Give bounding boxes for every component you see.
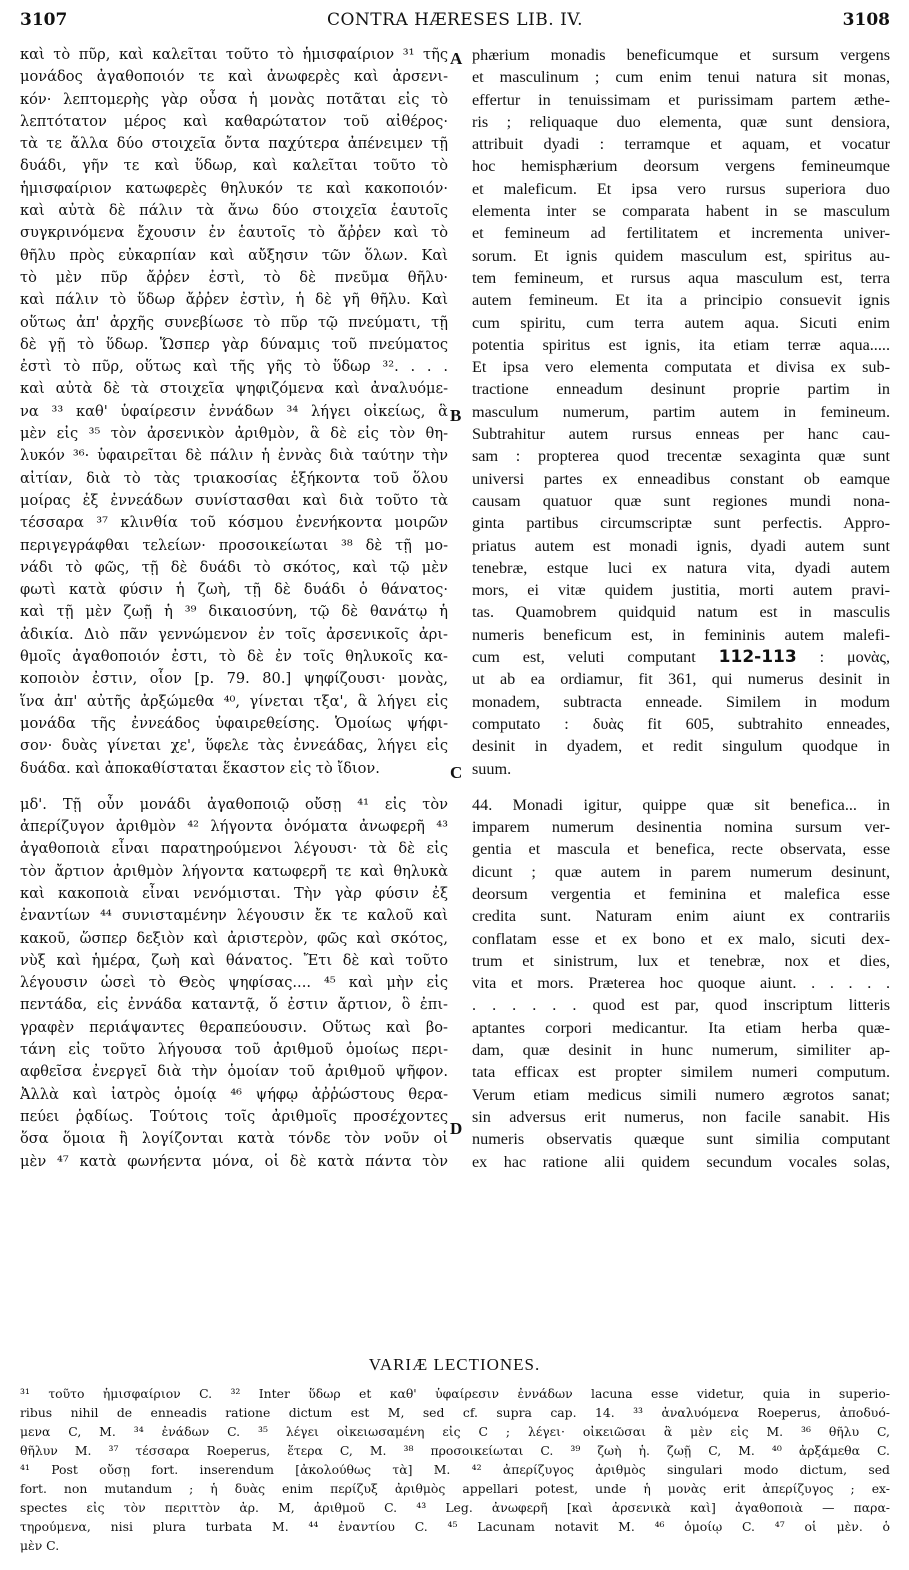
greek-text-line: περιγεγράφθαι τελείων· προσοικείωται ³⁸ δὲ τῇ μο- (20, 536, 448, 554)
greek-text-line: ὅσα ὅμοια ἢ λογίζονται κατὰ τόνδε τὸν νοῦν οἱ (20, 1130, 448, 1148)
greek-text-line: ἀδικία. Διὸ πᾶν γεννώμενον ἐν τοῖς ἀρσενικοῖς ἀρι- (20, 625, 448, 643)
greek-text-line: τὸν ἄρτιον ἀριθμὸν λήγοντα κατωφερῆ τε καὶ θηλυκὰ (20, 862, 448, 880)
variant-note-line: τηρούμενα, nisi plura turbata M. ⁴⁴ ἐναντίου C. ⁴⁵ Lacunam notavit M. ⁴⁶ ὁμοίῳ C. ⁴⁷ οἱ μὲν. ὁ (20, 1519, 890, 1534)
latin-text-line: vita et mors. Præterea hoc quoque aiunt. . . . . . (472, 974, 890, 993)
latin-text-line: dicunt ; quæ autem in parem numerum desinunt, (472, 862, 890, 881)
greek-column (20, 44, 448, 1173)
greek-text-line: αφθεῖσα ἐνεργεῖ διὰ τὴν ὁμοίαν τοῦ ἀριθμοῦ ψῆφον. (20, 1063, 448, 1081)
greek-text-line: να ³³ καθ' ὑφαίρεσιν ἐννάδων ³⁴ λήγει οἰκείως, ἃ (20, 402, 448, 420)
latin-text-line: aptantes corpori medicantur. Ita etiam herba quæ- (472, 1018, 890, 1037)
latin-text-line: universi partes ex enneadibus constant ob eamque (472, 469, 890, 488)
latin-text-line: attribuit dyadi : terramque et aquam, et vocatur (472, 135, 890, 154)
greek-text-line: νάδι τὸ φῶς, τῇ δὲ δυάδι τὸ σκότος, καὶ τῷ μὲν (20, 558, 448, 576)
greek-text-line: οὕτως ἀπ' ἀρχῆς συνεβίωσε τὸ πῦρ τῷ πνεύματι, τῇ (20, 313, 448, 331)
latin-text-line: suum. (472, 759, 512, 778)
latin-text-line: causam quatuor quæ sunt regiones mundi nona- (472, 491, 890, 510)
greek-text-line: καὶ αὐτὰ δὲ τὰ στοιχεῖα ψηφιζόμενα καὶ ἀναλυόμε- (20, 380, 448, 398)
latin-text-line: Verum etiam medicus simili numero ægrotos sanat; (472, 1085, 890, 1104)
latin-text-line: phærium monadis beneficumque et sursum vergens (472, 46, 890, 64)
greek-text-line: μοίρας ἐξ ἐννεάδων συνίστασθαι καὶ διὰ τοῦτο τὰ (20, 491, 448, 509)
greek-text-line: μὲν εἰς ³⁵ τὸν ἀρσενικὸν ἀριθμὸν, ἃ δὲ εἰς τὸν θη- (20, 425, 448, 443)
latin-text-line: mors, ei vitæ quidem justitia, morti autem pravi- (472, 581, 890, 600)
latin-text-line: potentia spiritus est ignis, ita etiam terræ aqua..... (472, 335, 890, 354)
latin-text-line: sin adversus erit numerus, non facile sanabit. His (472, 1107, 890, 1126)
running-header (20, 10, 890, 36)
latin-text-line: gentia et mascula et benefica, recte observata, esse (472, 840, 890, 859)
latin-text-line: Et ipsa vero elementa computata et divisa ex sub- (472, 358, 890, 377)
latin-text-line: conflatam esse et ex bono et ex malo, sicuti dex- (472, 929, 890, 948)
greek-text-line: τὸ μὲν πῦρ ἄῤῥεν ἐστὶ, τὸ δὲ πνεῦμα θῆλυ· (20, 268, 448, 286)
latin-text-line: tenebræ, estque luci ex natura vita, dyadi autem (472, 558, 890, 577)
greek-text-line: ἐστὶ τὸ πῦρ, οὕτως καὶ τῆς γῆς τὸ ὕδωρ ³². . . . (20, 358, 448, 376)
page-number-right: 3108 (842, 10, 890, 30)
greek-text-line: ἀπερίζυγον ἀριθμὸν ⁴² λήγοντα ὀνόματα ἀνωφερῆ ⁴³ (20, 818, 448, 836)
greek-text-line: φωτὶ κατὰ φύσιν ἡ ζωὴ, τῇ δὲ δυάδι ὁ θάνατος· (20, 581, 448, 599)
latin-text-line: 44. Monadi igitur, quippe quæ sit benefica... in (472, 795, 890, 814)
latin-text-line: tractione enneadum desinunt proprie partim in (472, 380, 890, 399)
variae-lectiones-title: VARIÆ LECTIONES. (368, 1355, 541, 1374)
latin-text-line: elementa inter se comparata habent in se masculum (472, 202, 890, 221)
latin-text-line: desinit in dyadem, et redit singulum quodque in (472, 737, 890, 756)
latin-text-line: trum et sinistrum, lux et tenebræ, nox et dies, (472, 951, 890, 970)
greek-text-line: πεύει ῥᾳδίως. Τούτοις τοῖς ἀριθμοῖς προσέχοντες (20, 1107, 448, 1125)
latin-text-line: ex hac ratione alii quidem secundum vocales solas, (472, 1152, 890, 1171)
greek-text-line: θμοῖς ἀγαθοποιόν ἐστι, τὸ δὲ ἐν τοῖς θηλυκοῖς κα- (20, 648, 448, 666)
latin-text-segment: cum est, veluti computant (472, 648, 696, 667)
greek-text-line: νὺξ καὶ ἡμέρα, ζωὴ καὶ θάνατος. Ἔτι δὲ καὶ τοῦτο (20, 951, 448, 969)
latin-text-line: . . . . . . quod est par, quod inscriptum litteris (472, 996, 890, 1015)
latin-text-line: hoc hemisphærium deorsum vergens femineumque (472, 157, 890, 176)
greek-text-line: δυάδι, γῆν τε καὶ ὕδωρ, καὶ καλεῖται τοῦτο τὸ (20, 157, 448, 175)
greek-text-line: λυκόν ³⁶· ὑφαιρεῖται δὲ πάλιν ἡ ἐννὰς διὰ ταύτην τὴν (20, 447, 448, 465)
greek-text-line: καὶ πάλιν τὸ ὕδωρ ἄῤῥεν ἐστὶν, ἡ δὲ γῆ θῆλυ. Καὶ (20, 291, 448, 309)
latin-text-line (472, 646, 890, 668)
variant-note-line: θῆλυν M. ³⁷ τέσσαρα Roeperus, ἕτερα C, M. ³⁸ προσοικείωται C. ³⁹ ζωὴ ἡ. ζωῇ C, M. ⁴⁰ ἀρξάμεθα C. (20, 1443, 890, 1458)
greek-text-line: μονάδα τῆς ἐννεάδος ὑφαιρεθείσης. Ὁμοίως ψήφι- (20, 714, 448, 732)
variant-note-line: ribus nihil de enneadis ratione dictum est M, sed cf. supra cap. 14. ³³ ἀναλυόμενα Roeperus, ἀποδυό- (20, 1405, 890, 1420)
variant-note-line: spectes εἰς τὸν περιττὸν ἀρ. M, ἀριθμοῦ C. ⁴³ Leg. ἀνωφερῆ [καὶ ἀρσενικὰ καὶ] ἀγαθοποιὰ — παρα- (20, 1500, 890, 1515)
running-title: CONTRA HÆRESES LIB. IV. (326, 10, 584, 30)
margin-letter-c: C (450, 763, 463, 782)
latin-text-line: monadem, subtracta enneade. Similem in modum (472, 692, 890, 711)
greek-text-line: μὲν ⁴⁷ κατὰ φωνήεντα μόνα, οἱ δὲ κατὰ πάντα τὸν (20, 1152, 448, 1170)
latin-text-line: masculum numerum, partim autem in femineum. (472, 402, 890, 421)
page-number-left: 3107 (20, 10, 68, 30)
latin-text-line: tas. Quamobrem quidquid natum est in masculis (472, 603, 890, 622)
paragraph-gap (20, 780, 448, 794)
greek-text-line: Ἀλλὰ καὶ ἰατρὸς ὁμοίᾳ ⁴⁶ ψήφῳ ἀῤῥώστους θερα- (20, 1085, 448, 1103)
greek-text-line: τέσσαρα ³⁷ κλινθία τοῦ κόσμου ἐνενήκοντα μοιρῶν (20, 514, 448, 532)
greek-text-line: κοποιὸν ἐστιν, οἷον [p. 79. 80.] ψηφίζουσι· μονὰς, (20, 670, 448, 688)
greek-text-line: κόν· λεπτομερὴς γὰρ οὖσα ἡ μονὰς ποτᾶται εἰς τὸ (20, 90, 448, 108)
greek-text-line: συγκρινόμενα ἔχουσιν ἐν ἑαυτοῖς τὸ ἄῤῥεν καὶ τὸ (20, 224, 448, 242)
latin-text-line: credita sunt. Naturam enim aiunt ex contrariis (472, 907, 890, 926)
greek-text-line: ἵνα ἀπ' αὐτῆς ἀρξώμεθα ⁴⁰, γίνεται τξα', ἃ λήγει εἰς (20, 692, 448, 710)
greek-text-line: ἡμισφαίριον κατωφερὲς θηλυκόν τε καὶ κακοποιόν· (20, 179, 448, 197)
greek-text-line: καὶ αὐτὰ δὲ πάλιν τὰ ἄνω δύο στοιχεῖα ἑαυτοῖς (20, 202, 448, 220)
latin-text-line: autem femineum. Et ita a principio consuevit ignis (472, 291, 890, 310)
latin-text-line: computato : δυὰς fit 605, subtrahito enneades, (472, 714, 890, 733)
latin-text-line: et femineum ad fertilitatem et incrementa univer- (472, 224, 890, 243)
greek-text-line: δὲ γῇ τὸ ὕδωρ. Ὥσπερ γὰρ δύναμις τοῦ πνεύματος (20, 335, 448, 353)
greek-text-line: πεντάδα, εἰς ἐννάδα καταντᾷ, ὅ ἐστιν ἄρτιον, ὃ ἐπι- (20, 996, 448, 1014)
greek-text-line: γραφὲν περιάψαντες θεραπεύουσιν. Οὕτως καὶ βο- (20, 1018, 448, 1036)
greek-text-line: ἐναντίων ⁴⁴ συνισταμένην λέγουσιν ἔκ τε καλοῦ καὶ (20, 907, 448, 925)
latin-text-line: ris ; reliquaque duo elementa, quæ sunt densiora, (472, 112, 890, 131)
latin-text-line: priatus autem est monadi ignis, dyadi autem sunt (472, 536, 890, 555)
paragraph-gap (472, 780, 890, 794)
greek-text-line: καὶ τὸ πῦρ, καὶ καλεῖται τοῦτο τὸ ἡμισφαίριον ³¹ τῆς (20, 46, 448, 63)
variant-note-line: μενα C, M. ³⁴ ἐνάδων C. ³⁵ λέγει οἰκειωσαμένη εἰς C ; λέγει· οἰκειῶσαι ἃ μὲν εἰς M. ³⁶ θῆλυ C, (20, 1424, 890, 1439)
latin-text-line: tem femineum, et rursus aqua masculum est, terra (472, 268, 890, 287)
margin-letter-a: A (450, 49, 463, 68)
greek-text-line: θῆλυ πρὸς εὐκαρπίαν καὶ αὔξησιν τῶν ὅλων. Καὶ (20, 246, 448, 264)
latin-text-line: sorum. Et ignis quidem masculum est, spiritus au- (472, 246, 890, 265)
latin-text-line: ut ab ea ordiamur, fit 361, qui numerus desinit in (472, 670, 890, 689)
latin-text-line: cum spiritu, cum terra autem aqua. Sicuti enim (472, 313, 890, 332)
latin-text-line: tata efficax est propter similem numeri computum. (472, 1063, 890, 1082)
latin-text-line: deorsum vergentia et feminina et malefica esse (472, 884, 890, 903)
greek-text-line: λεπτότατον μέρος καὶ καθαρώτατον τοῦ αἰθέρος· (20, 112, 448, 130)
latin-text-line: numeris beneficum est, in femininis autem malefi- (472, 625, 890, 644)
variant-note-line: fort. non mutandum ; ἡ δυὰς enim περίζυξ ἀριθμὸς appellari potest, unde ἡ μονὰς erit ἀπερίζυγος ; ex- (20, 1481, 890, 1496)
latin-text-line: et masculinum ; cum enim tenui natura sit monas, (472, 68, 890, 87)
latin-text-line: ginta partibus circumscriptæ sunt perfectis. Appro- (472, 514, 890, 533)
latin-text-line: Subtrahitur autem rursus enneas per hanc cau- (472, 425, 890, 444)
variant-note-line: ⁴¹ Post οὔσῃ fort. inserendum [ἀκολούθως τὰ] M. ⁴² ἀπερίζυγος ἀριθμὸς singulari modo dictum, sed (20, 1462, 890, 1477)
margin-letter-d: D (450, 1119, 463, 1138)
greek-text-line: ἀγαθοποιὰ εἶναι παρατηρούμενοι λέγουσι· τὰ δὲ εἰς (20, 840, 448, 858)
latin-text-line: sam : propterea quod trecentæ sexaginta quæ sunt (472, 447, 890, 466)
latin-text-line: numeris observatis quæque sunt similia computant (472, 1130, 890, 1149)
variant-note-line: μὲν C. (20, 1538, 60, 1553)
variae-lectiones-notes (20, 1384, 890, 1555)
latin-text-line: dam, quæ desinit in hunc numerum, similiter ap- (472, 1041, 890, 1060)
margin-letter-b: B (450, 406, 462, 425)
greek-text-line: κακοῦ, ὥσπερ δεξιὸν καὶ ἀριστερὸν, φῶς καὶ σκότος, (20, 929, 448, 947)
page-marker: 112-113 (718, 647, 797, 668)
greek-text-line: καὶ τῇ μὲν ζωῇ ἡ ³⁹ δικαιοσύνη, τῷ δὲ θανάτῳ ἡ (20, 603, 448, 621)
greek-text-line: σον· δυὰς γίνεται χε', ὕφελε τὰς ἐννεάδας, λήγει εἰς (20, 737, 448, 755)
greek-text-line: τὰ τε ἄλλα δύο στοιχεῖα ὄντα παχύτερα ἀπένειμεν τῇ (20, 135, 448, 153)
greek-text-line: λέγουσιν ὡσεὶ τὸ Θεὸς ψηφίσας.... ⁴⁵ καὶ μὴν εἰς (20, 974, 448, 992)
greek-text-line: αἰτίαν, διὰ τὸ τὰς τριακοσίας ἑξήκοντα τοῦ ὅλου (20, 469, 448, 487)
greek-text-line: μδ'. Τῇ οὖν μονάδι ἀγαθοποιῷ οὔσῃ ⁴¹ εἰς τὸν (20, 795, 448, 813)
latin-column (472, 44, 890, 1173)
greek-text-line: μονάδος ἀγαθοποιόν τε καὶ ἀνωφερὲς καὶ ἀρσενι- (20, 68, 448, 86)
greek-text-line: τάνη εἰς τοῦτο λήγουσα τοῦ ἀριθμοῦ ὁμοίως περι- (20, 1041, 448, 1059)
latin-text-line: effertur in tenuissimam et purissimam partem æthe- (472, 90, 890, 109)
greek-text-line: δυάδα. καὶ ἀποκαθίσταται ἕκαστον εἰς τὸ ἴδιον. (20, 759, 380, 777)
latin-text-segment: : μονὰς, (819, 648, 890, 667)
greek-text-line: καὶ κακοποιὰ εἶναι νενόμισται. Τὴν γὰρ φύσιν ἐξ (20, 884, 448, 902)
latin-text-line: et maleficum. Et ipsa vero rursus superiora duo (472, 179, 890, 198)
latin-text-line: imparem numerum desinentia nomina sursum ver- (472, 818, 890, 837)
variant-note-line: ³¹ τοῦτο ἡμισφαίριον C. ³² Inter ὕδωρ et καθ' ὑφαίρεσιν ἐννάδων lacuna esse videtur, quia in superio- (20, 1386, 890, 1401)
